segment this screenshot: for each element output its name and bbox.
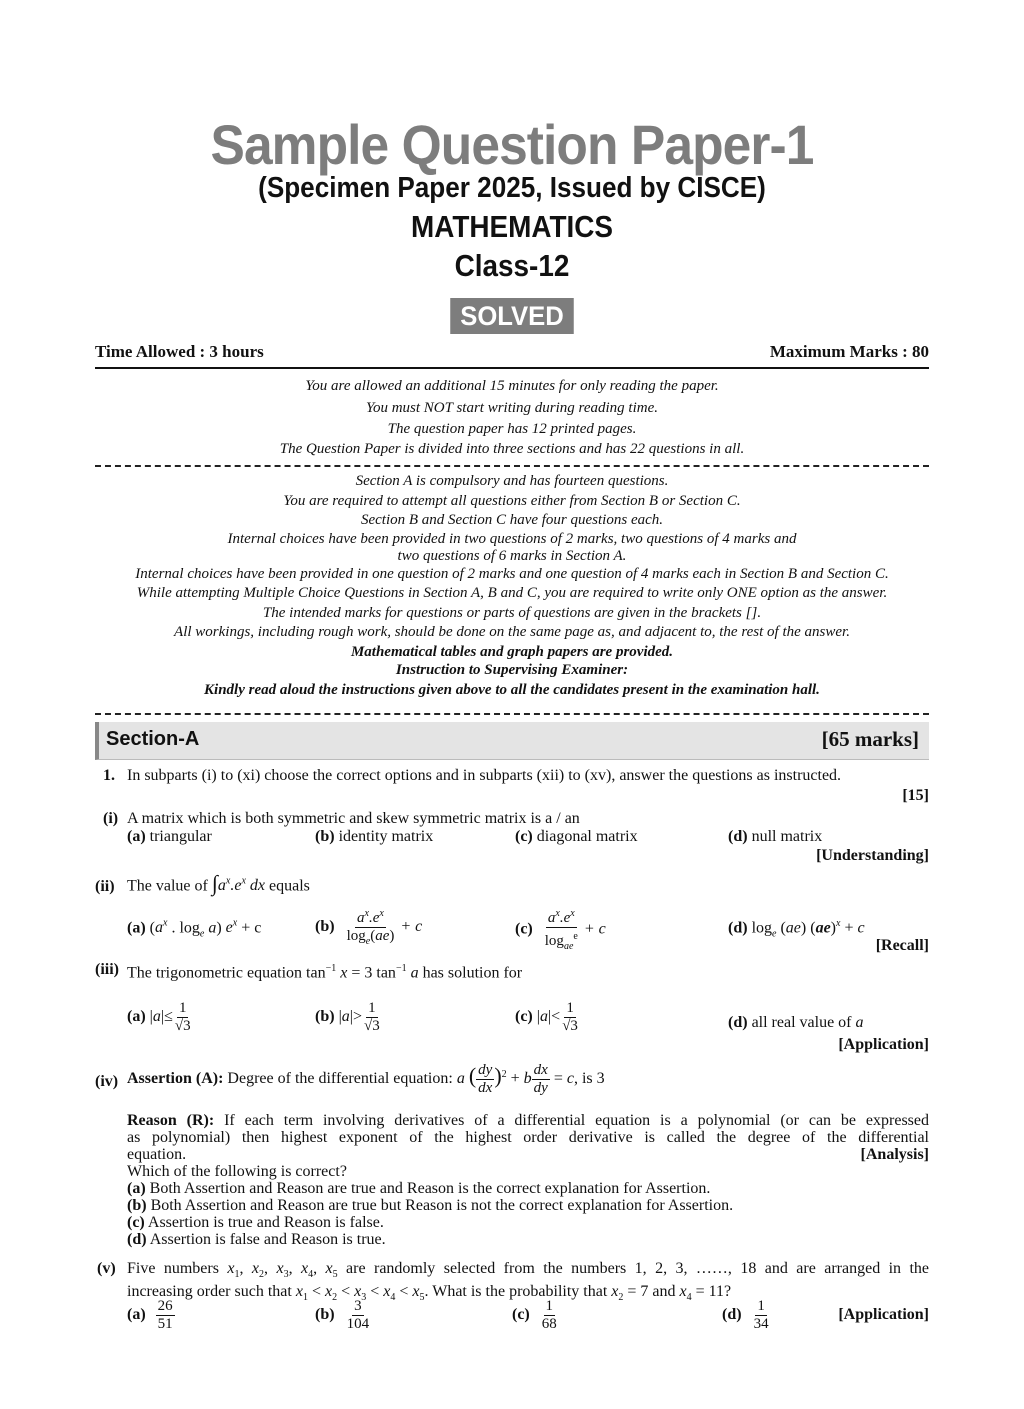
subquestion-number: (ii) <box>95 878 115 895</box>
subquestion-text: Five numbers $x_1$, $x_2$, $x_3$, $x_4$, $x_5$ are randomly selected from the numbers 1, 2, 3, ……, 18 and are arranged in the increasing order such that $x_1 < x_2 < x_3 < x_4 < x_5$. What is the probability that $x_2 = 7$ and $x_4 = 11$? <box>127 1260 930 1304</box>
solved-badge: SOLVED <box>450 298 574 334</box>
question-text: In subparts (i) to (xi) choose the correct options and in subparts (xii) to (xv), answer the questions as instructed. <box>127 767 842 784</box>
instruction-line: Section A is compulsory and has fourteen questions. <box>355 473 669 489</box>
cognitive-tag: [Recall] <box>875 937 929 954</box>
option-d: (d) $\frac{1}{34}$ <box>722 1298 769 1332</box>
subquestion-text: The trigonometric equation $\tan^{-1} x = 3$ $\tan^{-1} a$ has solution for <box>127 963 523 982</box>
instruction-line: You must NOT start writing during reading time. <box>365 399 658 416</box>
option-a: (a) triangular <box>127 828 212 845</box>
instruction-bold-line: Kindly read aloud the instructions given above to all the candidates present in the examination hall. <box>204 681 820 698</box>
header-rule <box>95 367 929 369</box>
dashed-divider <box>95 713 929 715</box>
option-b: (b) Both Assertion and Reason are true but Reason is not the correct explanation for Assertion. <box>127 1197 734 1214</box>
option-a: (a) $\frac{26}{51}$ <box>127 1298 173 1332</box>
instruction-line: You are required to attempt all questions either from Section B or Section C. <box>283 492 741 509</box>
subquestion-number: (iii) <box>95 961 119 978</box>
section-marks: [65 marks] <box>821 727 919 751</box>
question-prompt: Which of the following is correct? <box>127 1163 347 1180</box>
cognitive-tag: [Understanding] <box>816 847 929 864</box>
cognitive-tag: [Application] <box>838 1036 929 1053</box>
question-number: 1. <box>103 767 115 784</box>
instruction-line: The question paper has 12 printed pages. <box>387 421 637 437</box>
section-header <box>95 722 929 760</box>
option-b: (b) |a|> $\frac{1}{√3}$ <box>315 1000 380 1034</box>
option-c: (c) Assertion is true and Reason is false. <box>127 1214 384 1231</box>
option-c: (c) $\frac{a^x.e^x}{\log_{ae}^e}$ + c <box>515 905 606 955</box>
instruction-bold-line: Mathematical tables and graph papers are provided. <box>350 643 674 660</box>
option-c: (c) $\frac{1}{68}$ <box>512 1298 557 1332</box>
instruction-line: The intended marks for questions or parts of questions are given in the brackets []. <box>262 604 762 621</box>
option-a: (a) Both Assertion and Reason are true and Reason is the correct explanation for Assertion. <box>127 1180 711 1197</box>
instruction-line: Section B and Section C have four questions each. <box>360 512 664 528</box>
option-a: (a) ($a^x$ . $\log_e a$) $e^x + c$ <box>127 918 262 940</box>
subquestion-number: (v) <box>97 1260 116 1277</box>
instructions-general <box>0 377 1024 459</box>
instruction-line: Internal choices have been provided in two questions of 2 marks, two questions of 4 marks and <box>227 530 797 547</box>
option-d: (d) Assertion is false and Reason is true. <box>127 1231 386 1248</box>
option-b: (b) $\frac{3}{104}$ <box>315 1298 370 1332</box>
question-marks: [15] <box>902 787 929 804</box>
option-a: (a) |a|≤ $\frac{1}{√3}$ <box>127 1000 191 1034</box>
subquestion-text: A matrix which is both symmetric and skew symmetric matrix is a / an <box>127 810 580 827</box>
option-d: (d) all real value of a <box>728 1014 864 1031</box>
option-c: (c) |a|< $\frac{1}{√3}$ <box>515 1000 578 1034</box>
instruction-line: All workings, including rough work, should be done on the same page as, and adjacent to, the rest of the answer. <box>174 624 850 640</box>
subquestion-number: (iv) <box>95 1073 119 1090</box>
option-d: (d) null matrix <box>728 828 823 845</box>
reason-text: Reason (R): If each term involving derivatives of a differential equation is a polynomial (or can be expressed as polynomial) then highest exponent of the highest order derivative is called the degree of the differential equation. <box>127 1112 929 1163</box>
assertion-text: Assertion (A): Degree of the differential equation: a ( $\frac{dy}{dx}$ )$^2$ + b $\frac{dx}{dy}$ = c, is 3 <box>127 1062 605 1096</box>
option-b: (b) $\frac{a^x.e^x}{\log_e(ae)}$ + c <box>315 905 422 950</box>
class-heading: Class-12 <box>454 248 570 283</box>
instruction-line: two questions of 6 marks in Section A. <box>397 547 627 564</box>
instruction-line: The Question Paper is divided into three sections and has 22 questions in all. <box>279 440 745 457</box>
paper-subtitle: (Specimen Paper 2025, Issued by CISCE) <box>258 172 766 204</box>
instructions-sections <box>0 472 1024 700</box>
option-c: (c) diagonal matrix <box>515 828 638 845</box>
instruction-line: While attempting Multiple Choice Questions in Section A, B and C, you are required to write only ONE option as the answer. <box>136 585 888 601</box>
dashed-divider <box>95 465 929 467</box>
option-b: (b) identity matrix <box>315 828 434 845</box>
option-d: (d) $\log_e (ae) (ae)^x + c$ <box>728 918 865 940</box>
instruction-bold-line: Instruction to Supervising Examiner: <box>395 661 629 678</box>
section-title: Section-A <box>106 728 200 750</box>
subquestion-number: (i) <box>103 810 119 827</box>
time-allowed: Time Allowed : 3 hours <box>95 342 264 361</box>
instruction-line: Internal choices have been provided in one question of 2 marks and one question of 4 marks each in Section B and Section C. <box>135 565 889 582</box>
instruction-line: You are allowed an additional 15 minutes for only reading the paper. <box>305 378 719 394</box>
subject-heading: MATHEMATICS <box>411 209 613 244</box>
page-title: Sample Question Paper-1 <box>210 113 814 176</box>
maximum-marks: Maximum Marks : 80 <box>769 342 929 361</box>
subquestion-text: The value of $\int a^x.e^x$ dx equals <box>127 870 310 896</box>
cognitive-tag: [Application] <box>838 1306 929 1323</box>
cognitive-tag: [Analysis] <box>860 1146 929 1163</box>
